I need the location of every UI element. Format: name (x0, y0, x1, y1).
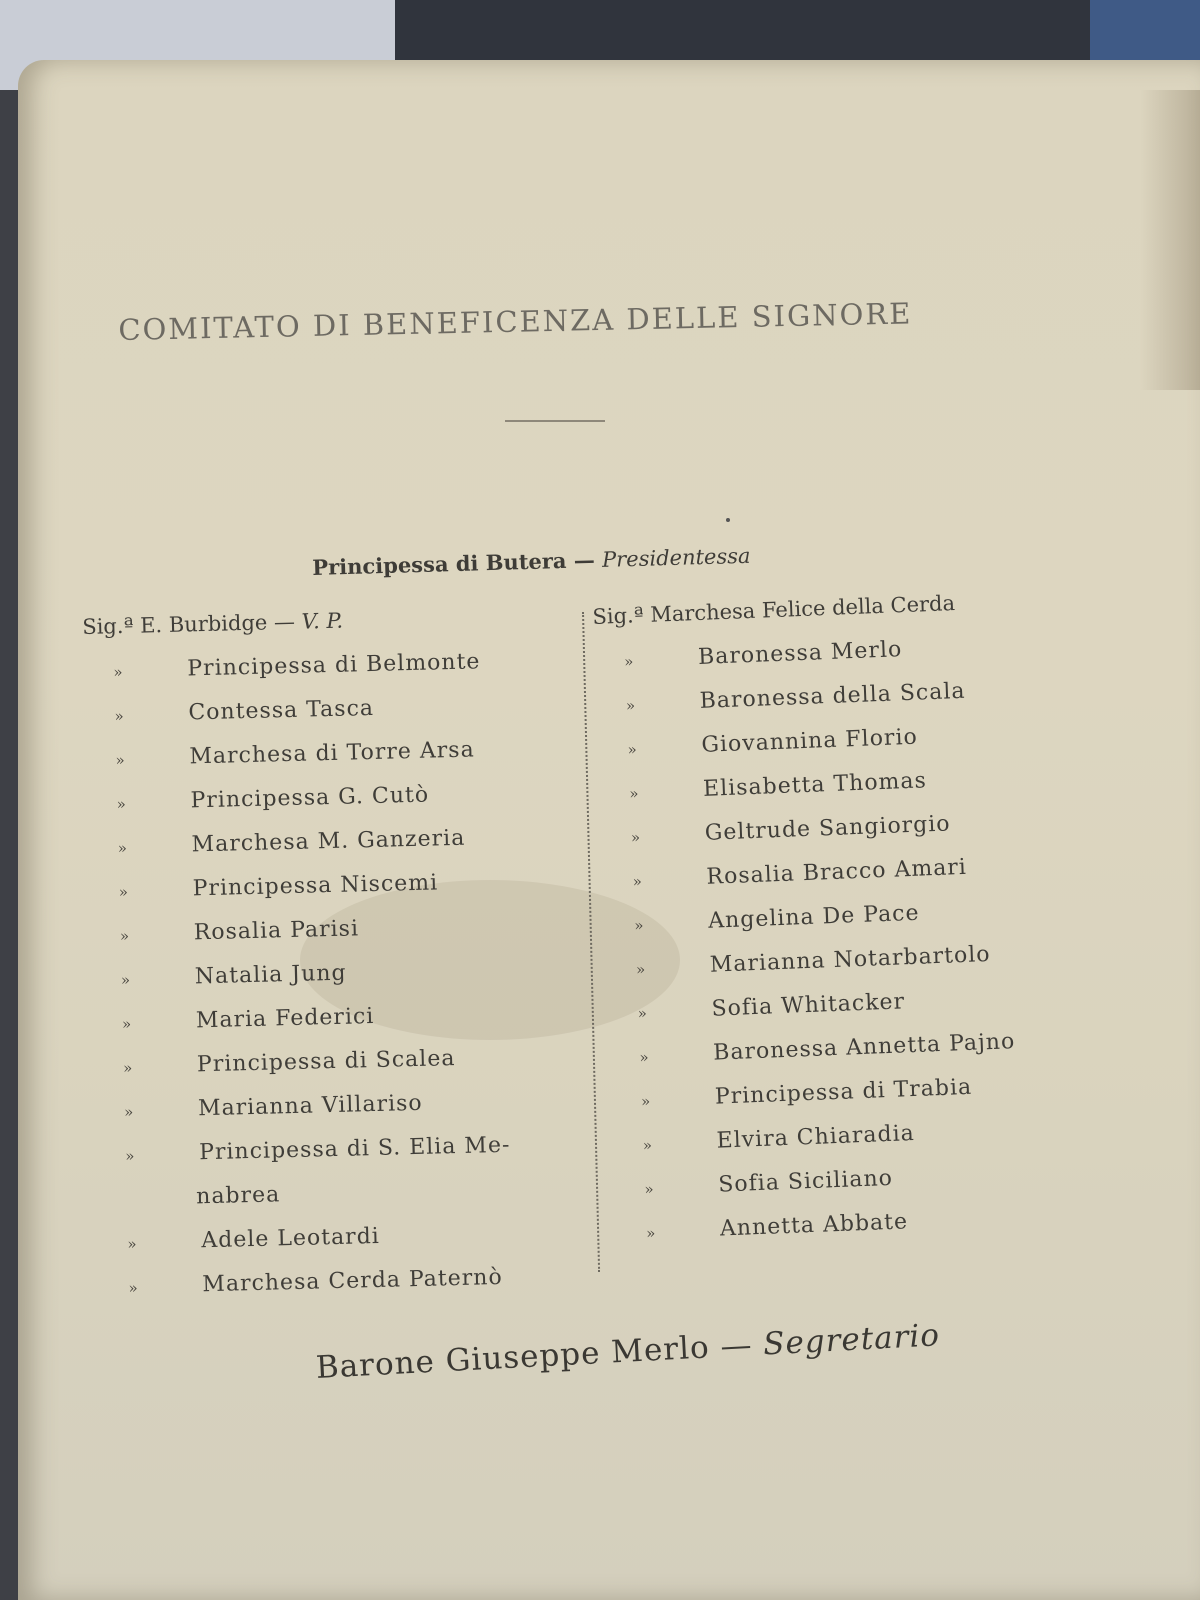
honorific-prefix: Sig.ª (82, 613, 134, 639)
member-name: Principessa G. Cutò (190, 782, 430, 814)
right-member-list (592, 589, 1023, 1264)
member-name: Giovannina Florio (700, 724, 919, 758)
ditto-mark: » (127, 1234, 137, 1254)
ditto-mark: » (640, 1092, 651, 1111)
vice-president-separator: — (266, 609, 302, 635)
ditto-mark: » (625, 696, 636, 715)
member-name: Adele Leotardi (201, 1223, 381, 1254)
member-name: Angelina De Pace (707, 900, 920, 934)
ditto-mark: » (123, 1102, 134, 1122)
ditto-mark: » (637, 1004, 648, 1023)
member-name: Sofia Whitacker (711, 989, 906, 1022)
member-name: Marchesa di Torre Arsa (189, 737, 475, 770)
member-name: Baronessa della Scala (699, 678, 966, 714)
member-name: Geltrude Sangiorgio (704, 811, 952, 846)
member-name: Elvira Chiaradia (716, 1121, 916, 1154)
ditto-mark: » (119, 926, 130, 946)
title-rule (505, 420, 605, 422)
member-name: Contessa Tasca (188, 695, 375, 726)
ditto-mark: » (128, 1278, 138, 1298)
member-name: Sofia Siciliano (717, 1165, 894, 1198)
page-edge-shadow (1140, 90, 1200, 390)
ditto-mark: » (116, 794, 127, 814)
member-name: Principessa Niscemi (192, 870, 439, 902)
member-name: Marchesa Cerda Paternò (202, 1264, 503, 1298)
left-member-list (82, 605, 514, 1319)
vice-president-role: V. P. (301, 608, 344, 634)
ditto-mark: » (635, 960, 646, 979)
ditto-mark: » (118, 882, 129, 902)
member-name: Elisabetta Thomas (702, 768, 928, 802)
secretary-role: Segretario (762, 1317, 941, 1363)
member-name: Principessa di S. Elia Me- (198, 1132, 511, 1166)
ditto-mark: » (628, 784, 639, 803)
ditto-mark: » (630, 828, 641, 847)
member-name: Marchesa M. Ganzeria (191, 825, 466, 858)
president-separator: — (566, 546, 603, 573)
ditto-mark: » (121, 1014, 132, 1034)
member-name: Principessa di Trabia (714, 1074, 973, 1110)
member-name: Baronessa Merlo (697, 637, 903, 670)
member-name: Marianna Notarbartolo (709, 941, 992, 978)
page-title: COMITATO DI BENEFICENZA DELLE SIGNORE (118, 296, 913, 347)
vice-president-name: E. Burbidge (139, 610, 268, 638)
member-name: Marianna Villariso (197, 1090, 423, 1122)
right-head-name: Marchesa Felice della Cerda (649, 591, 956, 627)
member-name: Baronessa Annetta Pajno (712, 1029, 1016, 1066)
ditto-mark: » (633, 916, 644, 935)
member-name: Principessa di Scalea (196, 1046, 456, 1078)
ditto-mark: » (125, 1146, 135, 1166)
ditto-mark: » (115, 751, 125, 770)
ditto-mark: » (639, 1048, 649, 1067)
secretary-name: Barone Giuseppe Merlo (315, 1329, 711, 1386)
ditto-mark: » (642, 1136, 653, 1155)
president-role: Presidentessa (601, 543, 751, 572)
ditto-mark: » (122, 1058, 133, 1078)
ditto-mark: » (120, 970, 131, 990)
ditto-mark: » (632, 872, 643, 891)
president-name: Principessa di Butera (312, 547, 567, 580)
member-name: Rosalia Parisi (193, 916, 360, 946)
ditto-mark: » (623, 652, 634, 671)
ditto-mark: » (114, 707, 124, 726)
ink-dot (726, 518, 730, 522)
member-name: Maria Federici (195, 1003, 375, 1034)
member-name: Principessa di Belmonte (187, 649, 481, 682)
ditto-mark: » (644, 1180, 654, 1199)
member-name: Rosalia Bracco Amari (706, 854, 968, 890)
ditto-mark: » (113, 663, 123, 682)
ditto-mark: » (627, 740, 638, 759)
member-name: nabrea (195, 1182, 281, 1210)
secretary-separator: — (708, 1326, 765, 1366)
ditto-mark: » (117, 838, 128, 858)
ditto-mark: » (645, 1224, 656, 1243)
member-name: Annetta Abbate (719, 1209, 909, 1242)
honorific-prefix: Sig.ª (592, 603, 645, 629)
member-name: Natalia Jung (194, 960, 347, 990)
